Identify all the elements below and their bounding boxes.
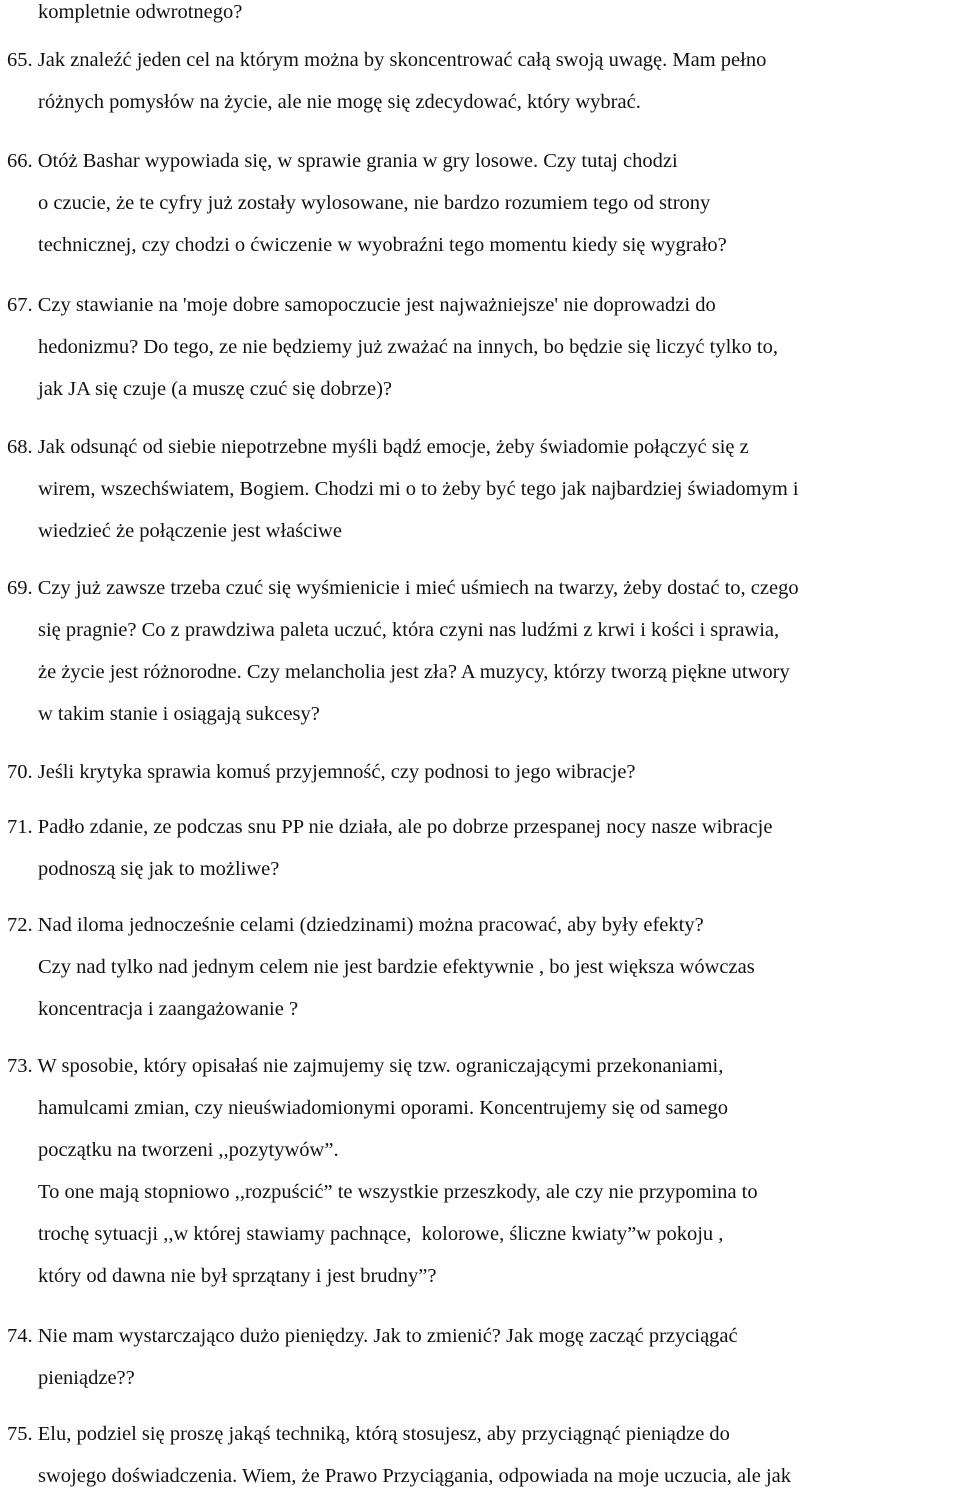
question-69 [0, 567, 960, 735]
text-line: różnych pomysłów na życie, ale nie mogę się zdecydować, który wybrać. [38, 91, 641, 113]
text-line: wirem, wszechświatem, Bogiem. Chodzi mi o to żeby być tego jak najbardziej świadomym i [38, 478, 799, 500]
text-line: To one mają stopniowo ,,rozpuścić” te wszystkie przeszkody, ale czy nie przypomina to [38, 1181, 758, 1203]
text-line: kompletnie odwrotnego? [38, 1, 243, 23]
text-line: trochę sytuacji ,,w której stawiamy pachnące, kolorowe, śliczne kwiaty”w pokoju , [38, 1223, 724, 1245]
text-line: 73. W sposobie, który opisałaś nie zajmujemy się tzw. ograniczającymi przekonaniami, [7, 1055, 724, 1077]
text-line: który od dawna nie był sprzątany i jest brudny”? [38, 1265, 437, 1287]
text-block-continuation [0, 0, 960, 33]
text-line: że życie jest różnorodne. Czy melancholia jest zła? A muzycy, którzy tworzą piękne utwory [38, 661, 790, 683]
text-line: Czy nad tylko nad jednym celem nie jest bardzie efektywnie , bo jest większa wówczas [38, 956, 755, 978]
text-line: wiedzieć że połączenie jest właściwe [38, 520, 342, 542]
text-line: 75. Elu, podziel się proszę jakąś techniką, którą stosujesz, aby przyciągnąć pieniądze do [7, 1423, 730, 1445]
question-70 [0, 751, 960, 793]
text-line: 70. Jeśli krytyka sprawia komuś przyjemność, czy podnosi to jego wibracje? [7, 761, 636, 783]
text-line: 72. Nad iloma jednocześnie celami (dziedzinami) można pracować, aby były efekty? [7, 914, 704, 936]
question-74 [0, 1315, 960, 1399]
text-line: swojego doświadczenia. Wiem, że Prawo Przyciągania, odpowiada na moje uczucia, ale jak [38, 1465, 792, 1487]
question-65 [0, 39, 960, 123]
text-line: początku na tworzeni ,,pozytywów”. [38, 1139, 339, 1161]
text-line: 67. Czy stawianie na 'moje dobre samopoczucie jest najważniejsze' nie doprowadzi do [7, 294, 716, 316]
text-line: 66. Otóż Bashar wypowiada się, w sprawie grania w gry losowe. Czy tutaj chodzi [7, 150, 678, 172]
text-line: pieniądze?? [38, 1367, 135, 1389]
text-line: 74. Nie mam wystarczająco dużo pieniędzy. Jak to zmienić? Jak mogę zacząć przyciągać [7, 1325, 738, 1347]
text-line: 65. Jak znaleźć jeden cel na którym można by skoncentrować całą swoją uwagę. Mam pełno [7, 49, 767, 71]
text-line: hamulcami zmian, czy nieuświadomionymi oporami. Koncentrujemy się od samego [38, 1097, 728, 1119]
question-72 [0, 904, 960, 1030]
text-line: koncentracja i zaangażowanie ? [38, 998, 299, 1020]
text-line: podnoszą się jak to możliwe? [38, 858, 280, 880]
text-line: hedonizmu? Do tego, ze nie będziemy już zważać na innych, bo będzie się liczyć tylko to, [38, 336, 778, 358]
question-67 [0, 284, 960, 410]
text-line: się pragnie? Co z prawdziwa paleta uczuć, która czyni nas ludźmi z krwi i kości i sprawia, [38, 619, 780, 641]
question-66 [0, 140, 960, 266]
question-73 [0, 1045, 960, 1297]
question-75 [0, 1413, 960, 1497]
text-line: 71. Padło zdanie, ze podczas snu PP nie działa, ale po dobrze przespanej nocy nasze wibracje [7, 816, 773, 838]
text-line: o czucie, że te cyfry już zostały wylosowane, nie bardzo rozumiem tego od strony [38, 192, 711, 214]
text-line: jak JA się czuje (a muszę czuć się dobrze)? [38, 378, 393, 400]
text-line: technicznej, czy chodzi o ćwiczenie w wyobraźni tego momentu kiedy się wygrało? [38, 234, 727, 256]
question-68 [0, 426, 960, 552]
text-line: w takim stanie i osiągają sukcesy? [38, 703, 320, 725]
text-line: 68. Jak odsunąć od siebie niepotrzebne myśli bądź emocje, żeby świadomie połączyć się z [7, 436, 749, 458]
text-line: 69. Czy już zawsze trzeba czuć się wyśmienicie i mieć uśmiech na twarzy, żeby dostać to, czego [7, 577, 799, 599]
question-71 [0, 806, 960, 890]
